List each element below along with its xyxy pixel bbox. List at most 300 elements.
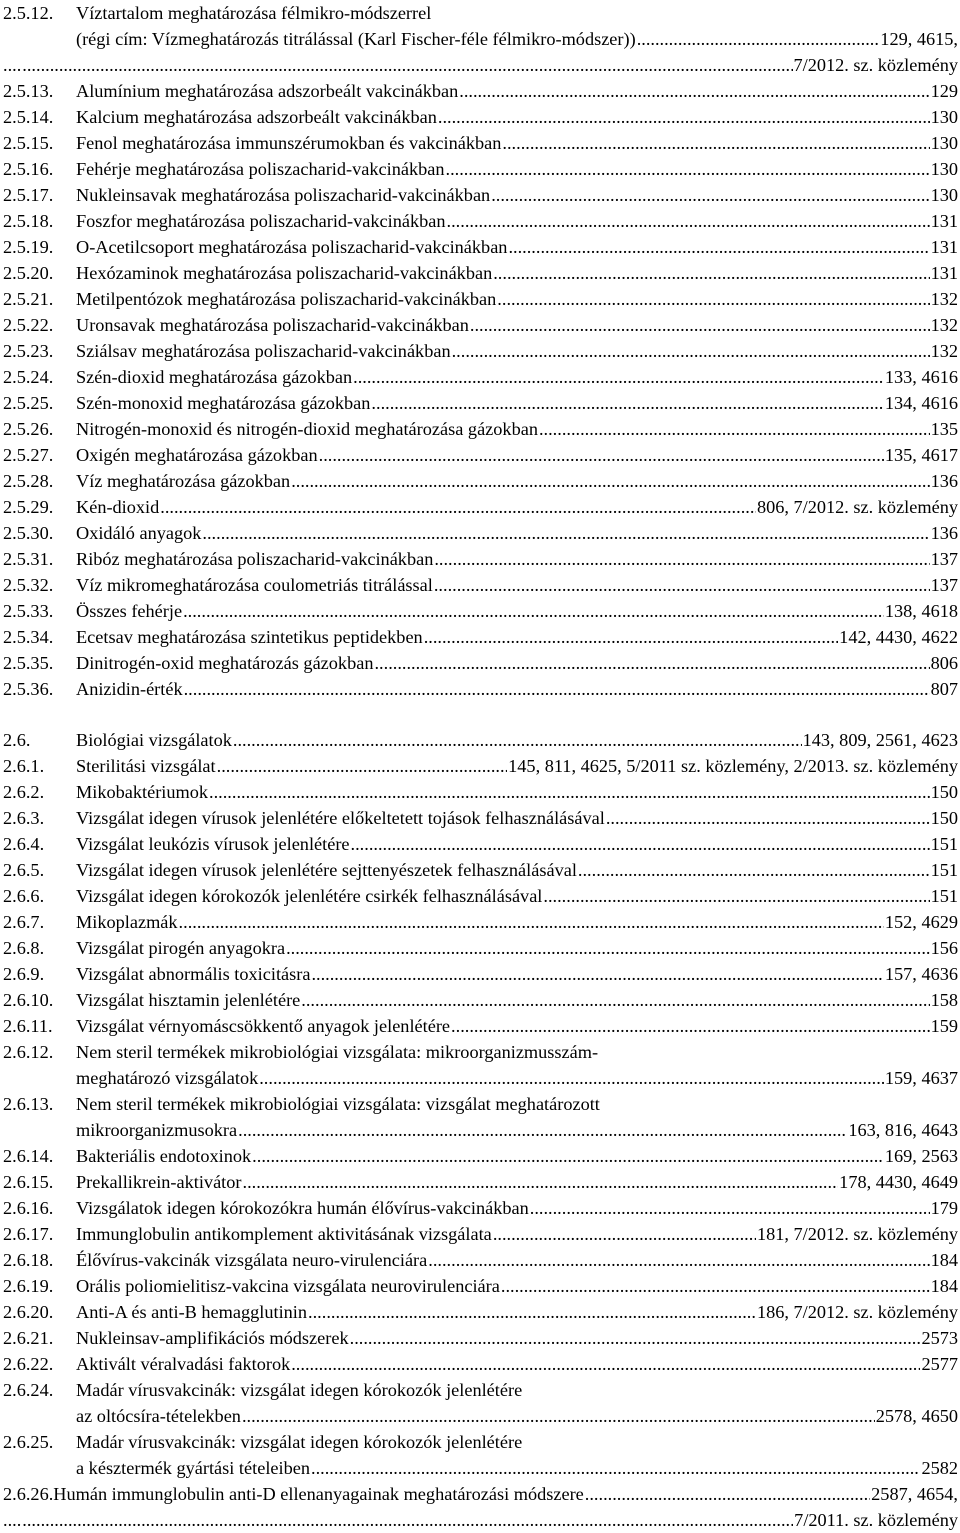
dot-leader <box>291 1351 920 1377</box>
toc-entry-number: 2.5.18. <box>3 211 54 231</box>
toc-entry-title: Vizsgálat abnormális toxicitásra <box>76 964 311 984</box>
toc-entry-continuation <box>3 1403 958 1429</box>
toc-entry-number: 2.6.2. <box>3 782 45 802</box>
toc-page-ref: 151 <box>930 886 958 906</box>
toc-leader-row <box>76 1403 958 1429</box>
toc-entry-number: 2.5.31. <box>3 549 54 569</box>
toc-leader-row <box>76 286 958 312</box>
dot-leader <box>493 1221 756 1247</box>
dot-leader <box>428 1247 929 1273</box>
toc-page-ref: 136 <box>930 471 958 491</box>
toc-entry-title: meghatározó vizsgálatok <box>76 1068 259 1088</box>
dot-leader <box>424 624 838 650</box>
toc-leader-row <box>76 104 958 130</box>
toc-entry-number: 2.6.12. <box>3 1042 54 1062</box>
toc-leader-row <box>76 156 958 182</box>
toc-page-ref: 132 <box>930 341 958 361</box>
toc-leader-row <box>76 935 958 961</box>
toc-leader-row <box>76 650 958 676</box>
toc-page-ref: 143, 809, 2561, 4623 <box>802 730 958 750</box>
toc-entry <box>3 624 958 650</box>
toc-entry-title: Aktivált véralvadási faktorok <box>76 1354 291 1374</box>
dot-leader <box>22 1507 793 1533</box>
toc-page-ref: 133, 4616 <box>884 367 958 387</box>
toc-leader-row <box>76 338 958 364</box>
toc-leader-row <box>76 130 958 156</box>
toc-entry-number: 2.6.22. <box>3 1354 54 1374</box>
toc-entry-title: Uronsavak meghatározása poliszacharid-vakcinákban <box>76 315 469 335</box>
toc-entry <box>3 1195 958 1221</box>
toc-page-ref: 137 <box>930 549 958 569</box>
toc-entry-title: Vizsgálat idegen vírusok jelenlétére sejttenyészetek felhasználásával <box>76 860 577 880</box>
dot-leader <box>160 494 756 520</box>
dot-leader <box>438 104 930 130</box>
toc-entry-title: Vizsgálatok idegen kórokozókra humán élővírus-vakcinákban <box>76 1198 529 1218</box>
dot-leader <box>491 182 929 208</box>
dot-leader <box>493 260 929 286</box>
toc-leader-row <box>76 909 958 935</box>
toc-entry <box>3 0 958 26</box>
toc-leader-row <box>76 1117 958 1143</box>
toc-entry-number: 2.6.4. <box>3 834 45 854</box>
toc-leader-row <box>76 727 958 753</box>
toc-entry-title: Nukleinsav-amplifikációs módszerek <box>76 1328 349 1348</box>
toc-entry-title: Vizsgálat pirogén anyagokra <box>76 938 286 958</box>
toc-entry-continuation <box>3 1455 958 1481</box>
dot-leader <box>530 1195 930 1221</box>
toc-leader-row <box>76 1247 958 1273</box>
toc-leader-row <box>76 857 958 883</box>
dot-leader <box>585 1481 870 1507</box>
toc-entry <box>3 130 958 156</box>
toc-entry-number: 2.5.25. <box>3 393 54 413</box>
toc-entry <box>3 1039 958 1065</box>
dot-leader <box>179 909 884 935</box>
dot-leader <box>308 1299 756 1325</box>
toc-entry-continuation <box>3 1065 958 1091</box>
toc-entry-number: 2.5.30. <box>3 523 54 543</box>
toc-entry-number: 2.6.1. <box>3 756 45 776</box>
toc-entry-title: O-Acetilcsoport meghatározása poliszacharid-vakcinákban <box>76 237 508 257</box>
toc-page-ref: 129 <box>930 81 958 101</box>
toc-entry-number: 2.5.20. <box>3 263 54 283</box>
dot-leader <box>434 546 929 572</box>
dot-leader <box>371 390 883 416</box>
dot-leader <box>183 598 884 624</box>
dot-leader <box>502 130 929 156</box>
toc-entry-continuation <box>3 1117 958 1143</box>
toc-leader-row <box>76 1325 958 1351</box>
toc-entry-title: Víz meghatározása gázokban <box>76 471 291 491</box>
toc-entry-title: Oxidáló anyagok <box>76 523 202 543</box>
dot-leader <box>451 1013 930 1039</box>
dot-leader <box>319 442 884 468</box>
toc-page-ref: 2578, 4650 <box>875 1406 958 1426</box>
toc-entry-number: 2.5.28. <box>3 471 54 491</box>
dot-leader <box>447 208 930 234</box>
toc-leader-row <box>76 987 958 1013</box>
toc-entry-title: mikroorganizmusokra <box>76 1120 238 1140</box>
toc-entry-title: (régi cím: Vízmeghatározás titrálással (Karl Fischer-féle félmikro-módszer)) <box>76 29 636 49</box>
toc-page-ref: 131 <box>930 211 958 231</box>
dot-leader <box>446 156 930 182</box>
toc-leader-row <box>76 442 958 468</box>
toc-leader-row <box>76 312 958 338</box>
toc-entry-number: 2.6.25. <box>3 1432 54 1452</box>
toc-entry-title: Vizsgálat idegen vírusok jelenlétére előkeltetett tojások felhasználásával <box>76 808 605 828</box>
toc-entry-number: 2.6.5. <box>3 860 45 880</box>
toc-entry <box>3 1429 958 1455</box>
toc-leader-row <box>76 1065 958 1091</box>
toc-entry <box>3 338 958 364</box>
toc-entry <box>3 805 958 831</box>
toc-entry-title: Nitrogén-monoxid és nitrogén-dioxid meghatározása gázokban <box>76 419 538 439</box>
toc-entry <box>3 1143 958 1169</box>
toc-entry <box>3 78 958 104</box>
toc-entry-title: Anizidin-érték <box>76 679 183 699</box>
toc-entry-number: 2.6.26. <box>3 1484 54 1504</box>
toc-page-ref: 156 <box>930 938 958 958</box>
toc-entry-title: Összes fehérje <box>76 601 183 621</box>
toc-entry <box>3 1091 958 1117</box>
toc-page-ref: 130 <box>930 159 958 179</box>
dot-leader <box>184 676 930 702</box>
toc-entry-number: 2.6.10. <box>3 990 54 1010</box>
toc-page-ref: 806, 7/2012. sz. közlemény <box>756 497 958 517</box>
toc-entry-number: 2.5.29. <box>3 497 54 517</box>
toc-entry-number: 2.5.15. <box>3 133 54 153</box>
toc-entry <box>3 1481 958 1507</box>
toc-entry-title: Élővírus-vakcinák vizsgálata neuro-virulenciára <box>76 1250 428 1270</box>
toc-leader-row <box>76 598 958 624</box>
dot-leader <box>311 1455 920 1481</box>
toc-page-ref: 130 <box>930 107 958 127</box>
toc-entry <box>3 598 958 624</box>
dot-leader <box>217 753 508 779</box>
dot-leader <box>434 572 930 598</box>
toc-entry-title: Madár vírusvakcinák: vizsgálat idegen kórokozók jelenlétére <box>76 1432 523 1452</box>
toc-entry <box>3 883 958 909</box>
toc-entry <box>3 468 958 494</box>
toc-page-ref: 7/2011. sz. közlemény <box>794 1510 958 1530</box>
toc-entry <box>3 260 958 286</box>
toc-leader-row <box>76 468 958 494</box>
toc-leader-row <box>76 1169 958 1195</box>
toc-entry <box>3 390 958 416</box>
toc-page-ref: 145, 811, 4625, 5/2011 sz. közlemény, 2/2013. sz. közlemény <box>508 756 958 776</box>
toc-leader-row <box>76 208 958 234</box>
dot-leader <box>508 234 929 260</box>
toc-page-ref: 131 <box>930 263 958 283</box>
toc-leader-row <box>76 1455 958 1481</box>
toc-entry-title: Dinitrogén-oxid meghatározás gázokban <box>76 653 374 673</box>
toc-leader-row <box>76 753 958 779</box>
toc-entry-number: 2.6.8. <box>3 938 45 958</box>
toc-leader-row <box>3 1507 958 1533</box>
toc-entry <box>3 286 958 312</box>
toc-leader-row <box>76 520 958 546</box>
toc-entry <box>3 416 958 442</box>
toc-entry-number: 2.5.27. <box>3 445 54 465</box>
toc-entry-number: 2.5.17. <box>3 185 54 205</box>
toc-page-ref: 186, 7/2012. sz. közlemény <box>756 1302 958 1322</box>
dot-leader <box>350 1325 921 1351</box>
toc-page-ref: 137 <box>930 575 958 595</box>
toc-entry-title: Hexózaminok meghatározása poliszacharid-vakcinákban <box>76 263 493 283</box>
dot-leader <box>497 286 929 312</box>
toc-entry <box>3 1377 958 1403</box>
toc-entry-number: 2.6.19. <box>3 1276 54 1296</box>
toc-entry <box>3 1299 958 1325</box>
toc-leader-row <box>76 805 958 831</box>
toc-entry <box>3 1247 958 1273</box>
section-gap <box>3 702 958 727</box>
toc-entry-number: 2.5.33. <box>3 601 54 621</box>
toc-entry-number: 2.6.20. <box>3 1302 54 1322</box>
toc-leader-row <box>3 1481 958 1507</box>
toc-entry <box>3 442 958 468</box>
toc-entry-title: Biológiai vizsgálatok <box>76 730 232 750</box>
toc-page-ref: 130 <box>930 185 958 205</box>
toc-page-ref: 806 <box>930 653 958 673</box>
dot-leader <box>291 468 929 494</box>
toc-entry-title: Sziálsav meghatározása poliszacharid-vakcinákban <box>76 341 451 361</box>
toc-entry <box>3 727 958 753</box>
toc-entry-number: 2.6.24. <box>3 1380 54 1400</box>
toc-entry-title: Nem steril termékek mikrobiológiai vizsgálata: vizsgálat meghatározott <box>76 1094 600 1114</box>
toc-entry-number: 2.6.11. <box>3 1016 53 1036</box>
toc-entry-number: 2.6.7. <box>3 912 45 932</box>
toc-entry-title: az oltócsíra-tételekben <box>76 1406 241 1426</box>
toc-page-ref: 184 <box>930 1250 958 1270</box>
toc-entry-number: 2.5.12. <box>3 3 54 23</box>
toc-entry-number: 2.5.32. <box>3 575 54 595</box>
toc-entry-number: 2.5.26. <box>3 419 54 439</box>
toc-entry-number: 2.6. <box>3 730 31 750</box>
toc-entry-title: Immunglobulin antikomplement aktivitásának vizsgálata <box>76 1224 492 1244</box>
toc-leader-row <box>76 364 958 390</box>
toc-entry-title: Anti-A és anti-B hemagglutinin <box>76 1302 308 1322</box>
toc-entry-title: Víztartalom meghatározása félmikro-módszerrel <box>76 3 432 23</box>
toc-page-ref: 178, 4430, 4649 <box>839 1172 958 1192</box>
toc-leader-row <box>76 572 958 598</box>
toc-page-ref: 184 <box>930 1276 958 1296</box>
toc-entry-title: Ecetsav meghatározása szintetikus peptidekben <box>76 627 423 647</box>
toc-entry <box>3 961 958 987</box>
toc-entry-continuation <box>3 26 958 52</box>
toc-entry-number: 2.6.14. <box>3 1146 54 1166</box>
toc-entry-number: 2.6.3. <box>3 808 45 828</box>
toc-page-ref: 2577 <box>921 1354 958 1374</box>
toc-page-ref: 159, 4637 <box>884 1068 958 1088</box>
toc-page-ref: 142, 4430, 4622 <box>839 627 958 647</box>
toc-leader-row <box>76 78 958 104</box>
toc-page-ref: 130 <box>930 133 958 153</box>
toc-entry <box>3 520 958 546</box>
toc-leader-row <box>76 1221 958 1247</box>
toc-page-ref: 179 <box>930 1198 958 1218</box>
toc-leader-row <box>76 1195 958 1221</box>
toc-leader-row <box>76 1273 958 1299</box>
toc-entry-title: Kalcium meghatározása adszorbeált vakcinákban <box>76 107 437 127</box>
dot-leader <box>374 650 929 676</box>
toc-entry-title: Szén-dioxid meghatározása gázokban <box>76 367 353 387</box>
dot-leader <box>452 338 930 364</box>
dot-leader <box>459 78 929 104</box>
dot-leader <box>209 779 930 805</box>
toc-entry-number: 2.6.18. <box>3 1250 54 1270</box>
toc-entry-title: .... <box>3 55 22 75</box>
toc-leader-row <box>76 883 958 909</box>
toc-page-ref: 2587, 4654, <box>871 1484 958 1504</box>
toc-entry-number: 2.5.24. <box>3 367 54 387</box>
toc-page-ref: 159 <box>930 1016 958 1036</box>
toc-page-ref: 150 <box>930 782 958 802</box>
toc-entry-title: Alumínium meghatározása adszorbeált vakcinákban <box>76 81 459 101</box>
toc-entry-number: 2.5.19. <box>3 237 54 257</box>
toc-entry-title: Mikobaktériumok <box>76 782 209 802</box>
dot-leader <box>353 364 884 390</box>
toc-entry-number: 2.6.17. <box>3 1224 54 1244</box>
toc-entry <box>3 312 958 338</box>
dot-leader <box>606 805 930 831</box>
toc-entry <box>3 779 958 805</box>
toc-page-ref: 136 <box>930 523 958 543</box>
toc-entry-number: 2.5.35. <box>3 653 54 673</box>
toc-leader-row <box>76 182 958 208</box>
dot-leader <box>202 520 929 546</box>
toc-entry <box>3 572 958 598</box>
toc-leader-row <box>76 1299 958 1325</box>
dot-leader <box>637 26 880 52</box>
dot-leader <box>351 831 930 857</box>
toc-entry <box>3 650 958 676</box>
dot-leader <box>243 1169 839 1195</box>
toc-entry <box>3 156 958 182</box>
toc-entry-title: Bakteriális endotoxinok <box>76 1146 252 1166</box>
toc-leader-row <box>76 494 958 520</box>
toc-leader-row <box>76 1351 958 1377</box>
toc-page-ref: 163, 816, 4643 <box>848 1120 958 1140</box>
dot-leader <box>22 52 792 78</box>
toc-entry <box>3 208 958 234</box>
toc-page-ref: 129, 4615, <box>880 29 958 49</box>
toc-entry <box>3 857 958 883</box>
toc-entry <box>3 676 958 702</box>
toc-entry-number: 2.5.34. <box>3 627 54 647</box>
toc-entry-number: 2.6.15. <box>3 1172 54 1192</box>
toc-entry <box>3 831 958 857</box>
toc-entry-number: 2.5.36. <box>3 679 54 699</box>
toc-entry <box>3 909 958 935</box>
toc-leader-row <box>3 52 958 78</box>
toc-page-ref: 2582 <box>921 1458 958 1478</box>
toc-leader-row <box>76 546 958 572</box>
toc-page-ref: 132 <box>930 315 958 335</box>
toc-entry <box>3 182 958 208</box>
toc-leader-row <box>76 234 958 260</box>
toc-entry-number: 2.5.14. <box>3 107 54 127</box>
toc-entry-number: 2.6.6. <box>3 886 45 906</box>
toc-page-ref: 132 <box>930 289 958 309</box>
toc-page-ref: 169, 2563 <box>884 1146 958 1166</box>
toc-page-ref: 131 <box>930 237 958 257</box>
toc-leader-row <box>76 676 958 702</box>
dot-leader <box>539 416 930 442</box>
toc-leader-row <box>76 624 958 650</box>
toc-page-ref: 151 <box>930 834 958 854</box>
dot-leader <box>501 1273 930 1299</box>
toc-entry <box>3 494 958 520</box>
dot-leader <box>259 1065 884 1091</box>
toc-page-ref: 135 <box>930 419 958 439</box>
dot-leader <box>578 857 930 883</box>
toc-page-ref: 158 <box>930 990 958 1010</box>
toc-entry <box>3 546 958 572</box>
toc-leader-row <box>76 1013 958 1039</box>
toc-entry-title: Madár vírusvakcinák: vizsgálat idegen kórokozók jelenlétére <box>76 1380 523 1400</box>
section-2-5-entries <box>3 0 958 702</box>
toc-entry-number: 2.6.16. <box>3 1198 54 1218</box>
toc-entry-title: Nem steril termékek mikrobiológiai vizsgálata: mikroorganizmusszám- <box>76 1042 599 1062</box>
toc-leader-row <box>76 26 958 52</box>
toc-leader-row <box>76 831 958 857</box>
toc-entry <box>3 753 958 779</box>
toc-page-ref: 150 <box>930 808 958 828</box>
toc-entry <box>3 364 958 390</box>
dot-leader <box>470 312 930 338</box>
toc-entry <box>3 1273 958 1299</box>
toc-entry-title: Nukleinsavak meghatározása poliszacharid-vakcinákban <box>76 185 491 205</box>
toc-entry-number: 2.6.13. <box>3 1094 54 1114</box>
dot-leader <box>543 883 929 909</box>
toc-entry <box>3 1351 958 1377</box>
toc-entry-title: Kén-dioxid <box>76 497 160 517</box>
toc-entry-continuation <box>3 1507 958 1533</box>
toc-page-ref: 134, 4616 <box>884 393 958 413</box>
toc-entry <box>3 1169 958 1195</box>
toc-leader-row <box>76 779 958 805</box>
toc-leader-row <box>76 260 958 286</box>
toc-entry-title: Szén-monoxid meghatározása gázokban <box>76 393 371 413</box>
toc-page-ref: 151 <box>930 860 958 880</box>
dot-leader <box>286 935 930 961</box>
toc-entry-title: Humán immunglobulin anti-D ellenanyagainak meghatározási módszere <box>53 1484 584 1504</box>
toc-entry-title: Fenol meghatározása immunszérumokban és vakcinákban <box>76 133 502 153</box>
toc-entry-title: .... <box>3 1510 22 1530</box>
toc-entry-title: Prekallikrein-aktivátor <box>76 1172 242 1192</box>
toc-leader-row <box>76 961 958 987</box>
toc-page-ref: 138, 4618 <box>884 601 958 621</box>
toc-entry <box>3 1221 958 1247</box>
toc-entry <box>3 1325 958 1351</box>
toc-page-ref: 807 <box>930 679 958 699</box>
toc-entry-title: Vizsgálat hisztamin jelenlétére <box>76 990 301 1010</box>
toc-entry-number: 2.5.13. <box>3 81 54 101</box>
toc-entry-title: Mikoplazmák <box>76 912 178 932</box>
toc-entry-title: Víz mikromeghatározása coulometriás titrálással <box>76 575 433 595</box>
toc-entry-title: Metilpentózok meghatározása poliszacharid-vakcinákban <box>76 289 497 309</box>
dot-leader <box>311 961 883 987</box>
toc-page-ref: 157, 4636 <box>884 964 958 984</box>
toc-entry-title: Sterilitási vizsgálat <box>76 756 216 776</box>
toc-entry <box>3 104 958 130</box>
toc-entry-title: Vizsgálat idegen kórokozók jelenlétére csirkék felhasználásával <box>76 886 543 906</box>
toc-entry-continuation <box>3 52 958 78</box>
toc-entry-title: Vizsgálat vérnyomáscsökkentő anyagok jelenlétére <box>76 1016 451 1036</box>
toc-entry-number: 2.6.21. <box>3 1328 54 1348</box>
table-of-contents <box>3 0 958 1533</box>
